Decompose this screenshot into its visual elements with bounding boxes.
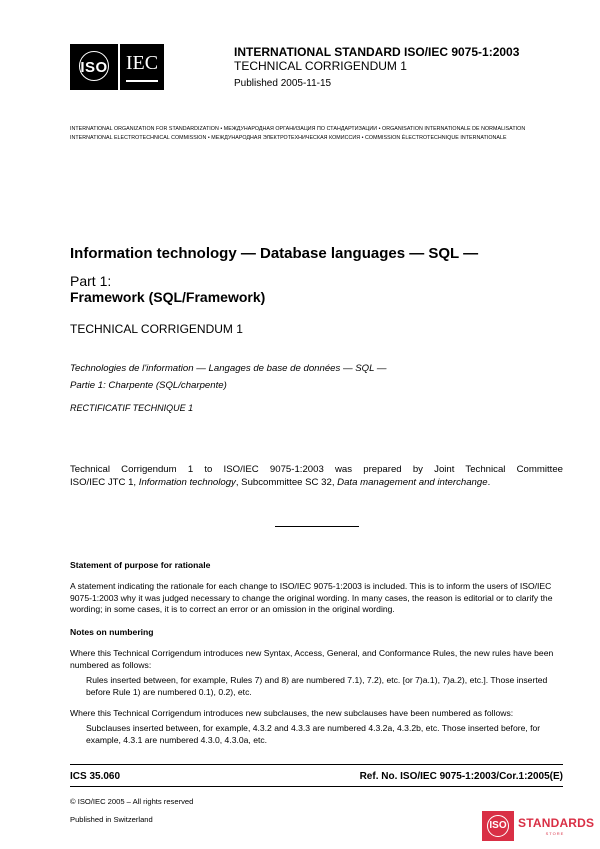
numbering-indent-2: Subclauses inserted between, for example, 4.3.2 and 4.3.3 are numbered 4.3.2a, 4.3.2b, etc. Those inserted before, for example, 4.3.1 are numbered 4.3.0, 4.3.0a, etc. [86,723,541,745]
purpose-text: A statement indicating the rationale for each change to ISO/IEC 9075-1:2003 is included. This is to inform the users of ISO/IEC 9075-1:2003 why it was judged necessary to change the original wording. In many cases, the reason is editorial or to clarify the wording; in some cases, it is to correct an error or an omission in the original wording. [70,581,553,615]
iso-standards-store-badge[interactable] [482,811,594,841]
organization-line-2: INTERNATIONAL ELECTROTECHNICAL COMMISSION • МЕЖДУНАРОДНАЯ ЭЛЕКТРОТЕХНИЧЕСКАЯ КОМИССИЯ • COMMISSION ÉLECTROTECHNIQUE INTERNATIONALE [70,135,507,141]
intro-text: , Subcommittee SC 32, [235,477,338,488]
reference-number: Ref. No. ISO/IEC 9075-1:2003/Cor.1:2005(E) [359,771,563,782]
french-corrigendum-title: RECTIFICATIF TECHNIQUE 1 [70,403,194,413]
footer-rule-top [70,764,563,765]
organization-line-1: INTERNATIONAL ORGANIZATION FOR STANDARDIZATION • МЕЖДУНАРОДНАЯ ОРГАНИЗАЦИЯ ПО СТАНДАРТИЗАЦИИ • ORGANISATION INTERNATIONALE DE NORMALISATION [70,126,526,132]
store-small: STORE [545,831,565,836]
published-date: Published 2005-11-15 [234,78,332,89]
separator-line [275,526,359,527]
part-title: Framework (SQL/Framework) [70,289,266,305]
standard-title: INTERNATIONAL STANDARD ISO/IEC 9075-1:2003 [234,45,520,59]
store-iso-text: ISO [489,820,507,831]
iec-logo [120,44,164,90]
iso-logo-text: ISO [80,59,108,76]
corrigendum-label: TECHNICAL CORRIGENDUM 1 [234,59,407,73]
intro-italic-text: Data management and interchange [337,477,488,488]
french-part-title: Partie 1: Charpente (SQL/charpente) [70,380,227,391]
numbering-heading: Notes on numbering [70,627,154,637]
intro-text: ISO/IEC JTC 1, [70,477,139,488]
purpose-heading: Statement of purpose for rationale [70,560,211,570]
intro-line-2 [70,476,563,489]
document-title: Information technology — Database languages — SQL — [70,245,479,262]
iso-logo [70,44,118,90]
numbering-indent-1: Rules inserted between, for example, Rules 7) and 8) are numbered 7.1), 7.2), etc. [or 7)a.1), 7)a.2), etc.]. Those inserted before Rule 1) are numbered 0.1), 0.2), etc. [86,675,548,697]
technical-corrigendum-title: TECHNICAL CORRIGENDUM 1 [70,322,243,336]
intro-italic-text: Information technology [138,477,236,488]
intro-paragraph [70,463,563,489]
store-word: STANDARDS [518,816,595,830]
published-in: Published in Switzerland [70,815,153,824]
intro-line-1: Technical Corrigendum 1 to ISO/IEC 9075-1:2003 was prepared by Joint Technical Committee [70,464,563,475]
footer-rule-bottom [70,786,563,787]
part-label: Part 1: [70,273,112,289]
numbering-text-2: Where this Technical Corrigendum introduces new subclauses, the new subclauses have been numbered as follows: [70,708,514,718]
intro-text: . [487,477,491,488]
iec-logo-text: IEC [125,52,159,74]
french-title: Technologies de l'information — Langages de base de données — SQL — [70,363,387,374]
copyright-notice: © ISO/IEC 2005 – All rights reserved [70,797,194,806]
store-iso-logo [482,811,514,841]
numbering-text-1: Where this Technical Corrigendum introduces new Syntax, Access, General, and Conformance Rules, the new rules have been numbered as follows: [70,648,554,670]
ics-number: ICS 35.060 [70,771,121,782]
